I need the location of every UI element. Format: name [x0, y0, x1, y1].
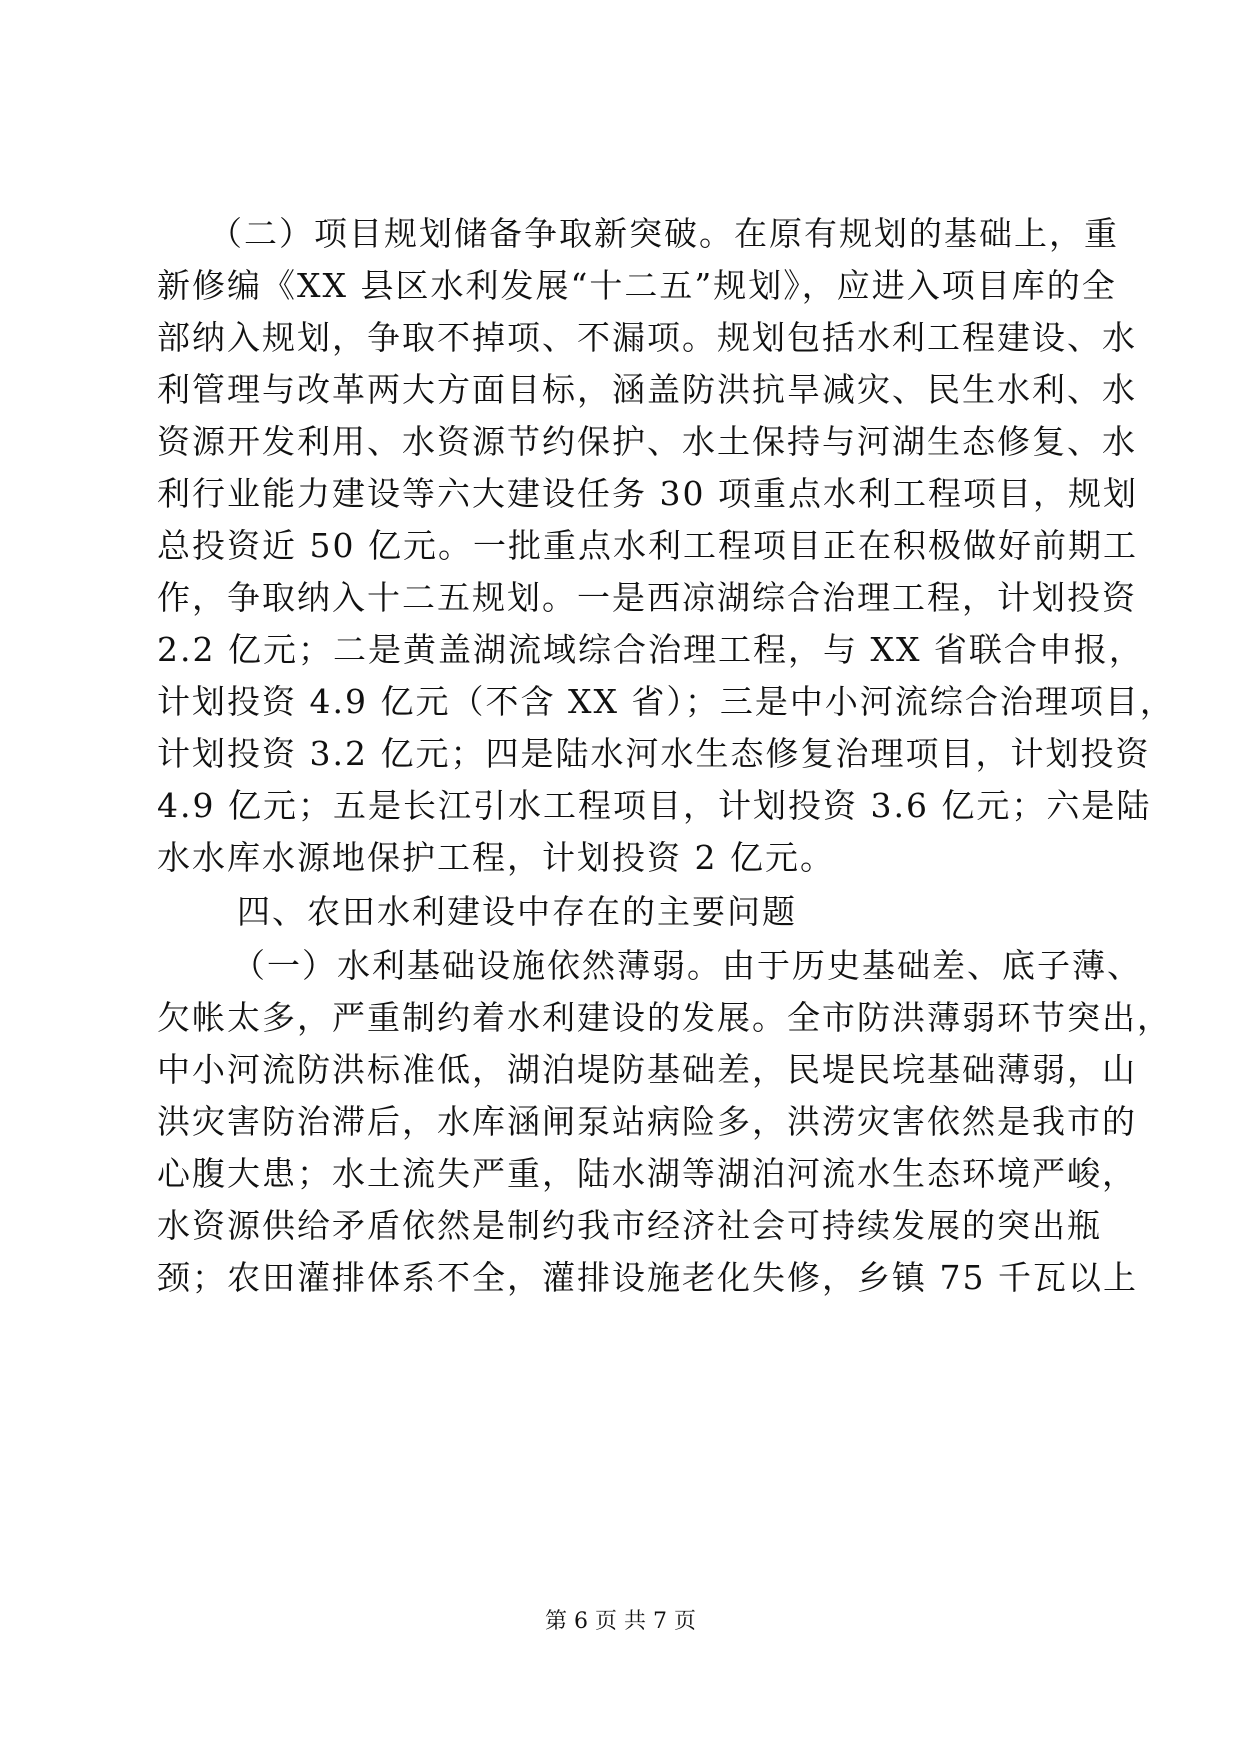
text-line: 作，争取纳入十二五规划。一是西凉湖综合治理工程，计划投资 [157, 578, 1137, 617]
text-line: 利管理与改革两大方面目标，涵盖防洪抗旱减灾、民生水利、水 [157, 370, 1137, 409]
text-line: 资源开发利用、水资源节约保护、水土保持与河湖生态修复、水 [157, 422, 1137, 461]
text-line: 水水库水源地保护工程，计划投资 2 亿元。 [157, 838, 835, 877]
text-line: （一）水利基础设施依然薄弱。由于历史基础差、底子薄、 [232, 946, 1142, 985]
text-line: 总投资近 50 亿元。一批重点水利工程项目正在积极做好前期工 [157, 526, 1138, 565]
text-line: 4.9 亿元；五是长江引水工程项目，计划投资 3.6 亿元；六是陆 [157, 786, 1152, 825]
text-line: 欠帐太多，严重制约着水利建设的发展。全市防洪薄弱环节突出， [157, 998, 1172, 1037]
text-line: （二）项目规划储备争取新突破。在原有规划的基础上，重 [209, 214, 1119, 253]
page-number-footer: 第 6 页 共 7 页 [545, 1609, 696, 1634]
text-line: 2.2 亿元；二是黄盖湖流域综合治理工程，与 XX 省联合申报， [157, 630, 1144, 669]
text-line: 心腹大患；水土流失严重，陆水湖等湖泊河流水生态环境严峻， [157, 1154, 1137, 1193]
text-line: 水资源供给矛盾依然是制约我市经济社会可持续发展的突出瓶 [157, 1206, 1102, 1245]
text-line: 部纳入规划，争取不掉项、不漏项。规划包括水利工程建设、水 [157, 318, 1137, 357]
section-heading: 四、农田水利建设中存在的主要问题 [237, 892, 797, 931]
text-line: 利行业能力建设等六大建设任务 30 项重点水利工程项目，规划 [157, 474, 1138, 513]
text-line: 颈；农田灌排体系不全，灌排设施老化失修，乡镇 75 千瓦以上 [157, 1258, 1138, 1297]
text-line: 新修编《XX 县区水利发展“十二五”规划》，应进入项目库的全 [157, 266, 1117, 305]
text-line: 计划投资 3.2 亿元；四是陆水河水生态修复治理项目，计划投资 [157, 734, 1151, 773]
text-line: 中小河流防洪标准低，湖泊堤防基础差，民堤民垸基础薄弱，山 [157, 1050, 1137, 1089]
text-line: 洪灾害防治滞后，水库涵闸泵站病险多，洪涝灾害依然是我市的 [157, 1102, 1137, 1141]
text-line: 计划投资 4.9 亿元（不含 XX 省）；三是中小河流综合治理项目， [157, 682, 1175, 721]
